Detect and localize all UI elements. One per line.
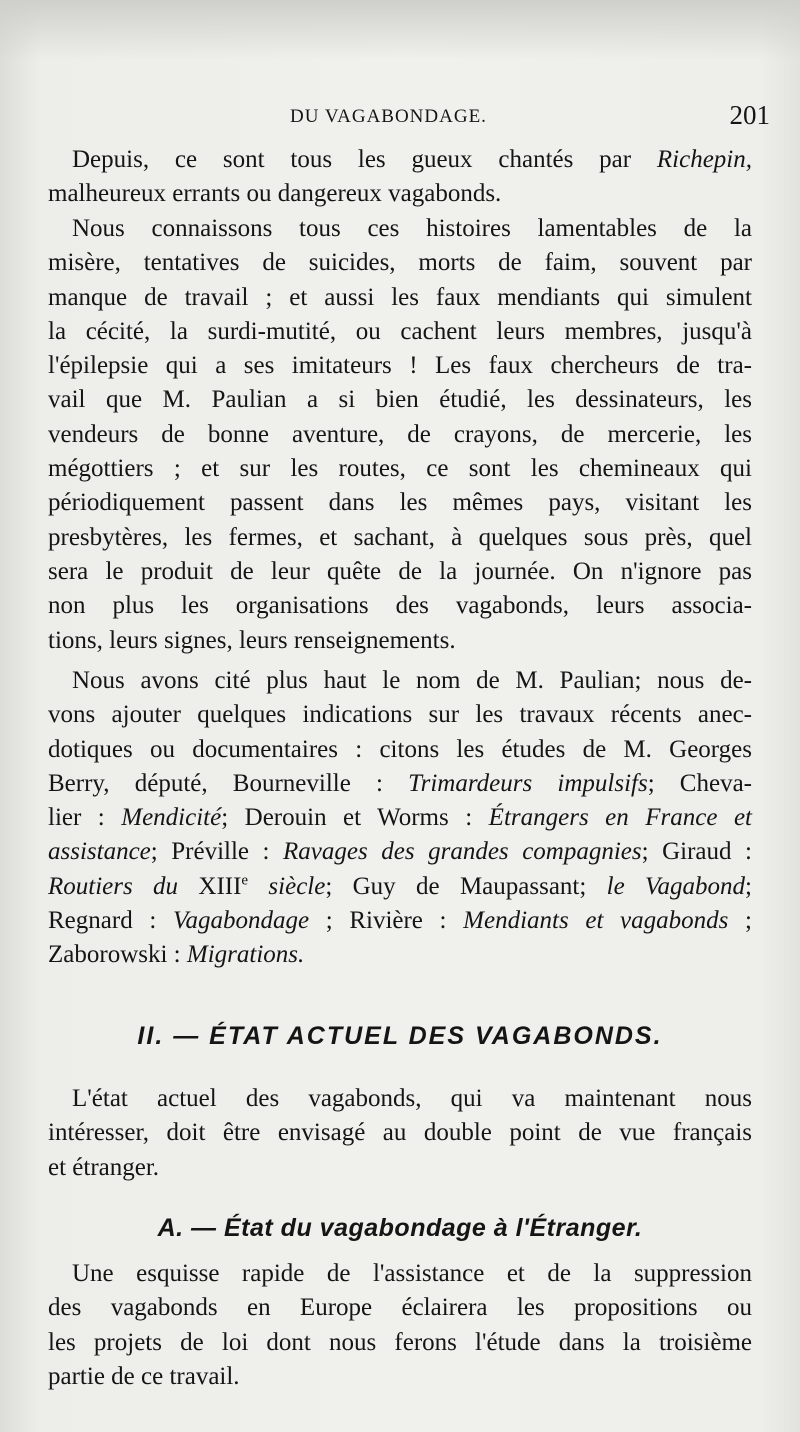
section-heading: II. — ÉTAT ACTUEL DES VAGABONDS. <box>137 1022 663 1050</box>
text-line: Zaborowski : Migrations. <box>48 941 305 969</box>
text-line: partie de ce travail. <box>48 1362 240 1390</box>
paragraph-1 <box>48 143 752 212</box>
text-line: Nous connaissons tous ces histoires lamentables de la <box>72 215 752 242</box>
paragraph-5 <box>48 1257 752 1394</box>
text-line: vendeurs de bonne aventure, de crayons, de mercerie, les <box>48 420 752 448</box>
text-line: assistance; Préville : Ravages des grandes compagnies; Giraud : <box>48 838 752 866</box>
text-line: intéresser, doit être envisagé au double point de vue français <box>48 1119 752 1147</box>
text-line: mégottiers ; et sur les routes, ce sont les chemineaux qui <box>48 455 752 483</box>
text-line: Berry, député, Bourneville : Trimardeurs impulsifs; Cheva- <box>48 769 752 797</box>
text-line: l'épilepsie qui a ses imitateurs ! Les faux chercheurs de tra- <box>48 352 752 380</box>
text-line: des vagabonds en Europe éclairera les propositions ou <box>48 1294 752 1322</box>
text-line: la cécité, la surdi-mutité, ou cachent leurs membres, jusqu'à <box>48 317 752 345</box>
text-line: L'état actuel des vagabonds, qui va maintenant nous <box>72 1085 752 1112</box>
text-line: presbytères, les fermes, et sachant, à quelques sous près, quel <box>48 523 752 551</box>
text-line: les projets de loi dont nous ferons l'étude dans la troisième <box>48 1328 752 1356</box>
text-line: et étranger. <box>48 1153 160 1181</box>
text-line: vons ajouter quelques indications sur les travaux récents anec- <box>48 701 752 729</box>
text-line: sera le produit de leur quête de la journée. On n'ignore pas <box>48 557 752 585</box>
text-line: lier : Mendicité; Derouin et Worms : Étrangers en France et <box>48 804 752 832</box>
running-head <box>290 100 770 134</box>
running-title: DU VAGABONDAGE. <box>290 106 487 127</box>
page-number: 201 <box>729 100 770 130</box>
paragraph-3 <box>48 664 752 973</box>
paragraph-2 <box>48 212 752 658</box>
subsection-heading: A. — État du vagabondage à l'Étranger. <box>157 1214 643 1242</box>
text-line: malheureux errants ou dangereux vagabonds. <box>48 180 502 208</box>
text-line: non plus les organisations des vagabonds, leurs associa- <box>48 592 752 620</box>
text-line: tions, leurs signes, leurs renseignements. <box>48 626 456 654</box>
scan-shadow <box>0 0 800 60</box>
paragraph-4 <box>48 1082 752 1185</box>
text-line: manque de travail ; et aussi les faux mendiants qui simulent <box>48 283 752 311</box>
text-line: Une esquisse rapide de l'assistance et de la suppression <box>72 1260 752 1287</box>
text-line: Depuis, ce sont tous les gueux chantés par Richepin, <box>72 146 752 173</box>
text-line: Regnard : Vagabondage ; Rivière : Mendiants et vagabonds ; <box>48 907 752 935</box>
text-line: vail que M. Paulian a si bien étudié, les dessinateurs, les <box>48 386 752 414</box>
text-line: dotiques ou documentaires : citons les études de M. Georges <box>48 735 752 763</box>
text-line: Routiers du XIIIe siècle; Guy de Maupassant; le Vagabond; <box>48 872 752 900</box>
text-line: périodiquement passent dans les mêmes pays, visitant les <box>48 489 752 517</box>
text-line: misère, tentatives de suicides, morts de faim, souvent par <box>48 249 752 277</box>
text-line: Nous avons cité plus haut le nom de M. Paulian; nous de- <box>72 667 752 694</box>
